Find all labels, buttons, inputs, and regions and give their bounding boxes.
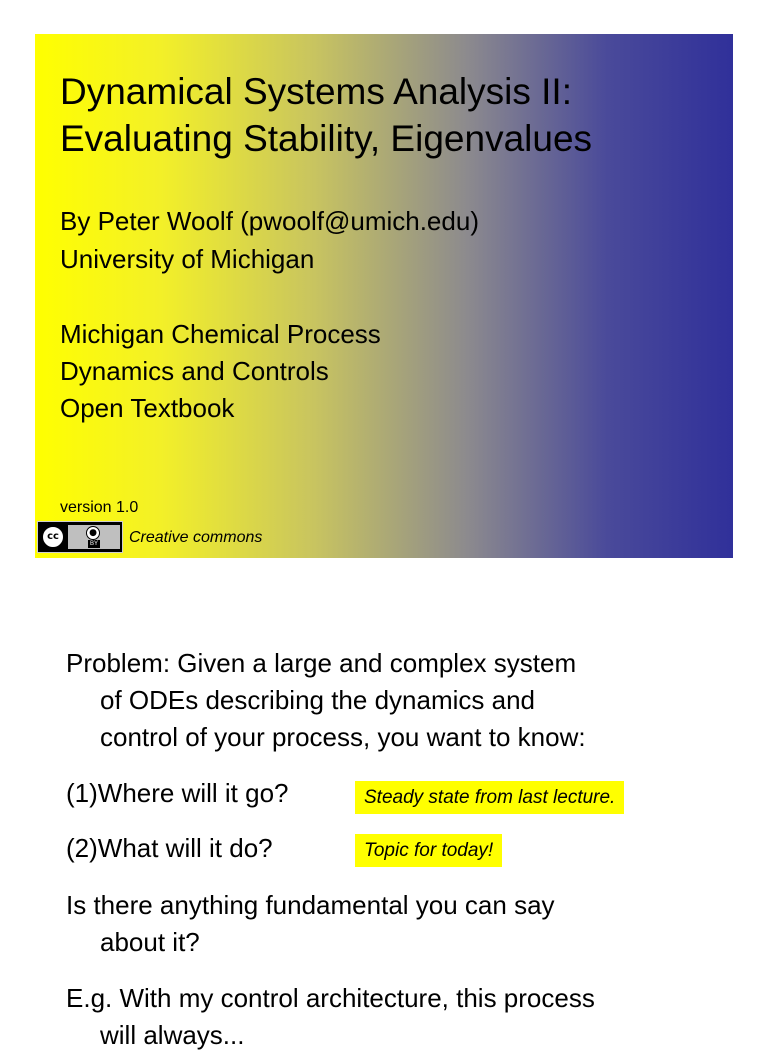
title-line-1: Dynamical Systems Analysis II: [60,71,572,112]
textbook-line-2: Dynamics and Controls [60,356,329,386]
problem-line-3: control of your process, you want to know: [100,722,586,752]
institution-line: University of Michigan [60,244,315,274]
version-label: version 1.0 [60,499,139,516]
fundamental-line-2: about it? [100,927,200,957]
by-label: BY [90,541,99,547]
example-line-2: will always... [100,1020,245,1050]
example-line-1: E.g. With my control architecture, this process [66,983,595,1013]
slide-title [60,68,592,162]
problem-line-2: of ODEs describing the dynamics and [100,685,535,715]
creative-commons-icon [37,521,123,553]
textbook-line-1: Michigan Chemical Process [60,319,381,349]
question-2: (2)What will it do? [66,833,273,863]
fundamental-line-1: Is there anything fundamental you can say [66,890,555,920]
note-topic-today: Topic for today! [355,834,502,867]
note-steady-state: Steady state from last lecture. [355,781,624,814]
title-line-2: Evaluating Stability, Eigenvalues [60,118,593,159]
textbook-line-3: Open Textbook [60,393,235,423]
example-paragraph [66,980,595,1054]
problem-paragraph [66,645,586,756]
attribution-panel [68,525,120,549]
cc-logo-icon: cc [41,525,65,549]
fundamental-paragraph [66,887,555,961]
title-slide [35,34,733,558]
problem-line-1: Problem: Given a large and complex system [66,648,577,678]
license-label: Creative commons [129,529,263,546]
question-1: (1)Where will it go? [66,778,289,808]
author-line: By Peter Woolf (pwoolf@umich.edu) [60,206,479,236]
person-icon: ● [86,526,100,540]
